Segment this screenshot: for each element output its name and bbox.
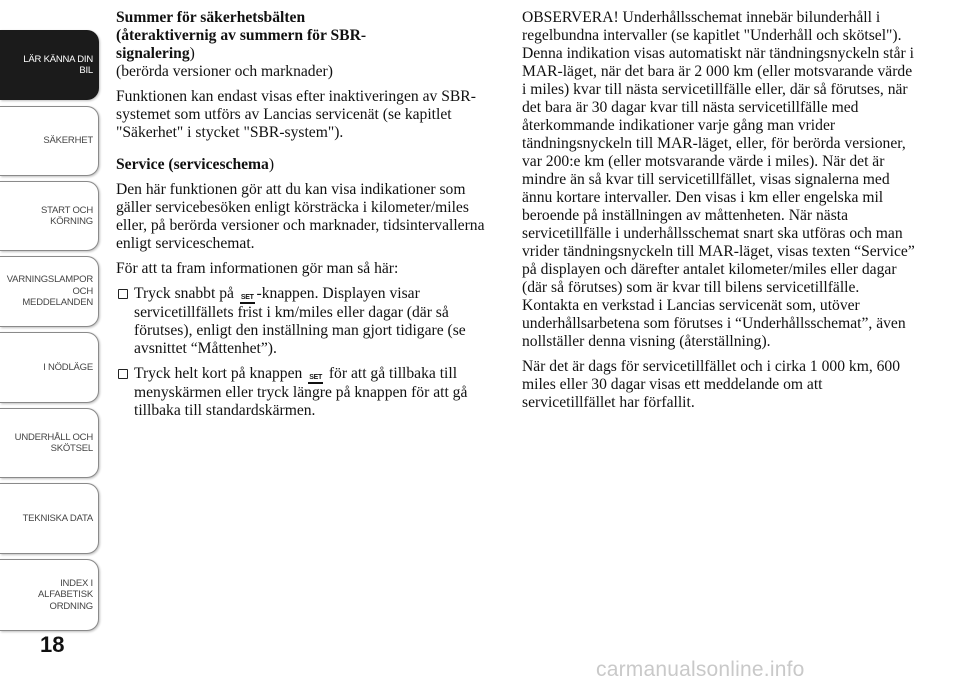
checkbox-bullet-icon xyxy=(118,369,128,379)
bullet-1-text-post: -knappen. Displayen visar servicetillfällets frist i km/miles eller dagar (där så förutses), enligt den inställning man gjort tidigare (se avsnittet “Måttenhet”). xyxy=(134,285,466,357)
bullet-item-2 xyxy=(116,365,498,420)
set-button-icon: SET xyxy=(240,294,255,304)
seatbelt-heading-close: ) xyxy=(189,45,195,62)
service-due-paragraph: När det är dags för servicetillfället och i cirka 1 000 km, 600 miles eller 30 dagar visas ett meddelande om att servicetillfället har förfallit. xyxy=(522,358,901,411)
service-heading-block xyxy=(116,156,498,174)
tab-start-och-korning[interactable]: START OCH KÖRNING xyxy=(0,181,99,251)
service-paragraph-2: För att ta fram informationen gör man så här: xyxy=(116,260,399,277)
bullet-1-text-pre: Tryck snabbt på xyxy=(134,285,234,302)
tab-i-nodlage[interactable]: I NÖDLÄGE xyxy=(0,332,99,403)
checkbox-bullet-icon xyxy=(118,289,128,299)
service-paragraph-1: Den här funktionen gör att du kan visa indikationer som gäller servicebesöken enligt körsträcka i kilometer/miles eller, på berörda versioner och marknader, tidsintervallerna enligt serviceschemat. xyxy=(116,181,485,252)
tab-tekniska-data[interactable]: TEKNISKA DATA xyxy=(0,483,99,554)
bullet-item-1 xyxy=(116,285,498,358)
service-heading: Service (serviceschema xyxy=(116,156,269,173)
set-button-icon: SET xyxy=(308,374,323,384)
tab-lar-kanna-din-bil[interactable]: LÄR KÄNNA DIN BIL xyxy=(0,30,99,100)
watermark: carmanualsonline.info xyxy=(596,658,805,681)
service-heading-close: ) xyxy=(268,156,275,173)
seatbelt-heading-block xyxy=(116,9,498,81)
observera-paragraph: OBSERVERA! Underhållsschemat innebär bilunderhåll i regelbundna intervaller (se kapitlet "Underhåll och skötsel"). Denna indikation visas automatiskt när tändningsnyckeln står i MAR-läget, när det bara är 2 000 km (eller motsvarande värde i miles) kvar till nästa servicetillfälle eller, där så förutses, när det bara är 30 dagar kvar till nästa servicetillfälle med återkommande indikationer varje gång man vrider tändningsnyckeln till MAR-läget, eller, för berörda versioner, var 200:e km (eller motsvarande värde i miles). När det är mindre än så kvar till servicetillfället, visas signalerna med ännu kortare intervaller. Den visas i km eller engelska mil beroende på inställningen av måttenheten. När nästa servicetillfälle i underhållsschemat snart ska utföras och man vrider tändningsnyckeln till MAR-läget, visas texten “Service” på displayen och därefter antalet kilometer/miles eller dagar (där så förutses) som är kvar till bilens servicetillfälle. Kontakta en verkstad i Lancias servicenät som, utöver underhållsarbetena som förutses i “Underhållsschemat”, även nollställer denna visning (återställning). xyxy=(522,9,915,350)
bullet-2-text-post: för att gå tillbaka till menyskärmen eller tryck längre på knappen för att gå tillbaka till standardskärmen. xyxy=(134,365,468,419)
seatbelt-heading-line-1: Summer för säkerhetsbälten xyxy=(116,9,306,26)
tab-underhall-och-skotsel[interactable]: UNDERHÅLL OCH SKÖTSEL xyxy=(0,408,99,478)
tab-varningslampor[interactable]: VARNINGSLAMPOR OCH MEDDELANDEN xyxy=(0,256,99,327)
seatbelt-heading-note: (berörda versioner och marknader) xyxy=(116,63,333,80)
seatbelt-heading-line-2: (återaktivernig av summern för SBR- xyxy=(116,27,367,44)
left-column xyxy=(116,9,498,427)
tab-sakerhet[interactable]: SÄKERHET xyxy=(0,106,99,176)
page-number: 18 xyxy=(40,632,65,657)
tab-index[interactable]: INDEX I ALFABETISK ORDNING xyxy=(0,559,99,631)
seatbelt-heading-line-3: signalering xyxy=(116,45,190,62)
chapter-tabs xyxy=(0,0,100,640)
bullet-2-text-pre: Tryck helt kort på knappen xyxy=(134,365,303,382)
seatbelt-paragraph: Funktionen kan endast visas efter inaktiveringen av SBR-systemet som utförs av Lancias servicenät (se kapitlet "Säkerhet" i stycket "SBR-system"). xyxy=(116,88,476,141)
right-column xyxy=(522,9,917,419)
